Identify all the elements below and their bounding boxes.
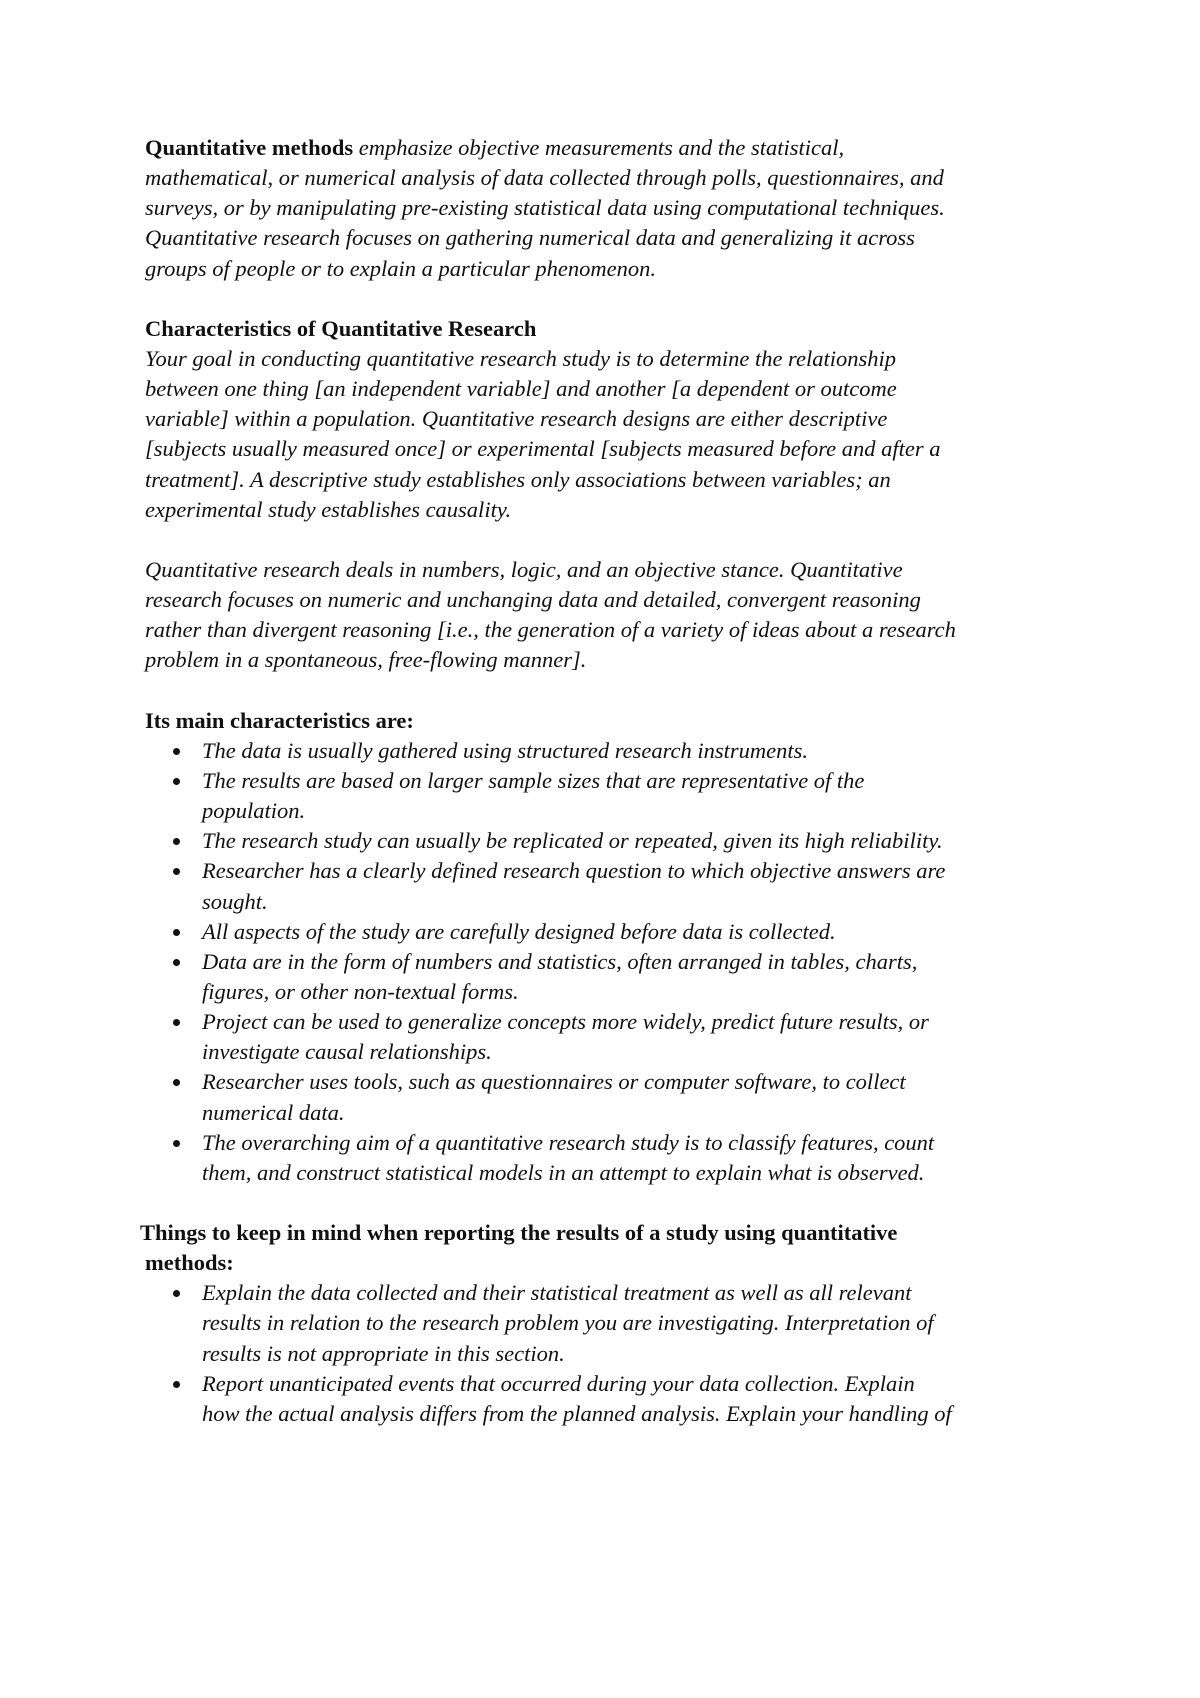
list-item-line: The data is usually gathered using structured research instruments. bbox=[202, 737, 809, 763]
list-item-line: results is not appropriate in this section. bbox=[202, 1340, 565, 1366]
intro-bold-lead: Quantitative methods bbox=[145, 135, 354, 160]
list-item-line: them, and construct statistical models in an attempt to explain what is observed. bbox=[202, 1159, 925, 1185]
characteristics-heading: Characteristics of Quantitative Research bbox=[145, 315, 537, 341]
list-item-line: Report unanticipated events that occurred during your data collection. Explain bbox=[202, 1370, 915, 1396]
list-item-line: sought. bbox=[202, 888, 268, 914]
list-item-line: results in relation to the research problem you are investigating. Interpretation of bbox=[202, 1310, 934, 1336]
list-item-line: Researcher uses tools, such as questionnaires or computer software, to collect bbox=[202, 1069, 906, 1095]
list-item-line: Data are in the form of numbers and statistics, often arranged in tables, charts, bbox=[202, 948, 918, 974]
list-item bbox=[145, 826, 1075, 856]
bullet-icon bbox=[173, 929, 180, 936]
paragraph-line: research focuses on numeric and unchanging data and detailed, convergent reasoning bbox=[145, 587, 921, 613]
paragraph-line: rather than divergent reasoning [i.e., the generation of a variety of ideas about a research bbox=[145, 617, 956, 643]
reporting-heading-line: methods: bbox=[145, 1250, 234, 1276]
list-item-line: figures, or other non-textual forms. bbox=[202, 978, 519, 1004]
bullet-icon bbox=[173, 838, 180, 845]
list-item-line: All aspects of the study are carefully designed before data is collected. bbox=[202, 918, 836, 944]
characteristics-paragraph-1 bbox=[145, 344, 1075, 525]
characteristics-paragraph-2 bbox=[145, 555, 1075, 676]
bullet-icon bbox=[173, 1140, 180, 1147]
paragraph-line: variable] within a population. Quantitative research designs are either descriptive bbox=[145, 406, 888, 432]
list-item-line: Explain the data collected and their statistical treatment as well as all relevant bbox=[202, 1280, 912, 1306]
list-item-line: numerical data. bbox=[202, 1099, 345, 1125]
bullet-icon bbox=[173, 778, 180, 785]
intro-line: surveys, or by manipulating pre-existing statistical data using computational techniques. bbox=[145, 195, 945, 221]
bullet-icon bbox=[173, 959, 180, 966]
intro-line: mathematical, or numerical analysis of data collected through polls, questionnaires, and bbox=[145, 165, 944, 191]
bullet-icon bbox=[173, 748, 180, 755]
intro-line: groups of people or to explain a particular phenomenon. bbox=[145, 255, 656, 281]
bullet-icon bbox=[173, 1381, 180, 1388]
list-item-line: investigate causal relationships. bbox=[202, 1039, 492, 1065]
bullet-icon bbox=[173, 1019, 180, 1026]
bullet-icon bbox=[173, 1290, 180, 1297]
list-item-line: population. bbox=[202, 798, 306, 824]
list-item bbox=[145, 1128, 1075, 1188]
list-item-line: The overarching aim of a quantitative research study is to classify features, count bbox=[202, 1129, 935, 1155]
list-item-line: Researcher has a clearly defined research question to which objective answers are bbox=[202, 858, 946, 884]
list-item bbox=[145, 947, 1075, 1007]
reporting-list bbox=[145, 1278, 1075, 1429]
paragraph-line: problem in a spontaneous, free-flowing manner]. bbox=[145, 647, 587, 673]
list-item bbox=[145, 1278, 1075, 1368]
paragraph-line: Quantitative research deals in numbers, logic, and an objective stance. Quantitative bbox=[145, 556, 903, 582]
reporting-heading-line: Things to keep in mind when reporting the results of a study using quantitative bbox=[140, 1220, 898, 1246]
paragraph-line: Your goal in conducting quantitative research study is to determine the relationship bbox=[145, 345, 896, 371]
list-item-line: Project can be used to generalize concepts more widely, predict future results, or bbox=[202, 1009, 929, 1035]
list-item bbox=[145, 1067, 1075, 1127]
main-characteristics-list bbox=[145, 736, 1075, 1188]
document-page bbox=[140, 133, 1075, 1429]
paragraph-line: experimental study establishes causality. bbox=[145, 496, 512, 522]
bullet-icon bbox=[173, 868, 180, 875]
list-item bbox=[145, 917, 1075, 947]
list-item bbox=[145, 736, 1075, 766]
intro-first-line bbox=[145, 133, 1075, 163]
list-item-line: how the actual analysis differs from the planned analysis. Explain your handling of bbox=[202, 1400, 952, 1426]
intro-line: Quantitative research focuses on gathering numerical data and generalizing it across bbox=[145, 225, 915, 251]
intro-line: emphasize objective measurements and the statistical, bbox=[353, 135, 845, 160]
list-item-line: The results are based on larger sample sizes that are representative of the bbox=[202, 767, 865, 793]
list-item bbox=[145, 1007, 1075, 1067]
list-item bbox=[145, 856, 1075, 916]
list-item bbox=[145, 766, 1075, 826]
list-item bbox=[145, 1369, 1075, 1429]
bullet-icon bbox=[173, 1079, 180, 1086]
paragraph-line: between one thing [an independent variable] and another [a dependent or outcome bbox=[145, 376, 897, 402]
paragraph-line: treatment]. A descriptive study establishes only associations between variables; an bbox=[145, 466, 891, 492]
list-item-line: The research study can usually be replicated or repeated, given its high reliability. bbox=[202, 828, 943, 854]
paragraph-line: [subjects usually measured once] or experimental [subjects measured before and after a bbox=[145, 436, 941, 462]
main-characteristics-heading: Its main characteristics are: bbox=[145, 707, 414, 733]
